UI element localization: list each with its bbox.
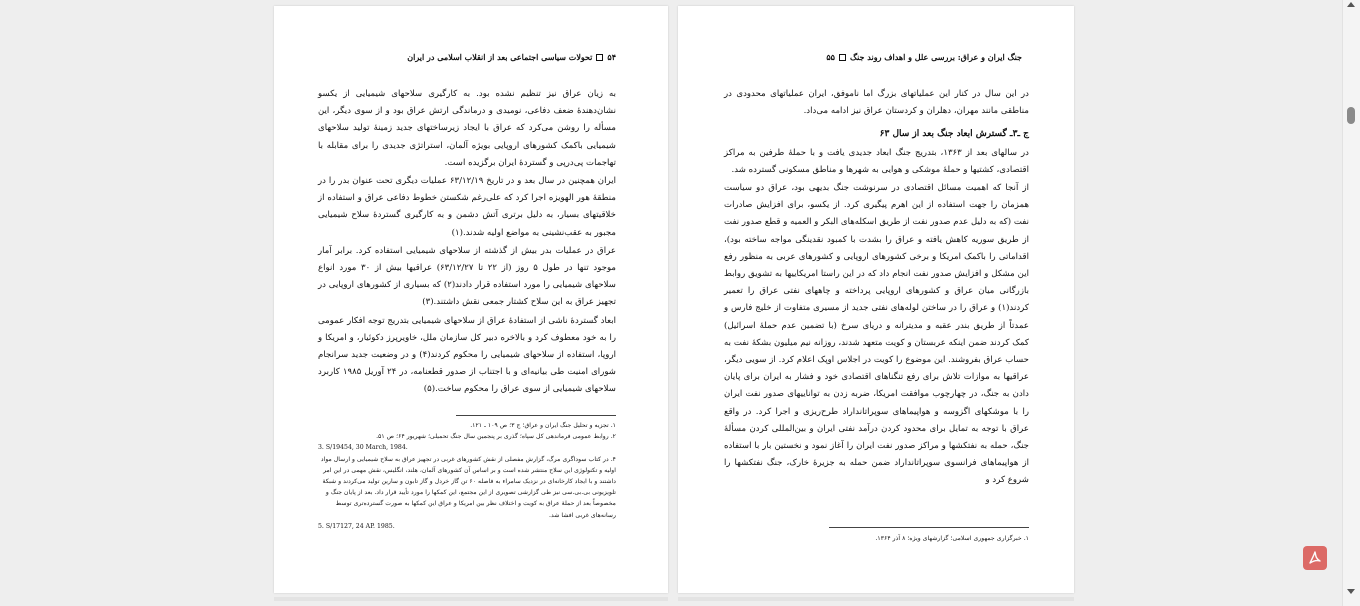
footnote: ۱. خبرگزاری جمهوری اسلامی؛ گزارشهای ویژه؛ ۸ آذر ۱۳۶۴. (875, 535, 1029, 542)
running-head (407, 52, 616, 62)
footnote: ۱. تجزیه و تحلیل جنگ ایران و عراق؛ ج ۳؛ ص ۱۰۹ ـ ۱۲۱. (470, 422, 616, 429)
footnotes (724, 533, 1029, 544)
paragraph: به زیان عراق نیز تنظیم نشده بود. به کارگیری سلاحهای شیمیایی از یکسو نشان‌دهندهٔ ضعف دفاعی، نومیدی و درماندگی ارتش عراق بود و از سوی دیگر، این مسأله را روشن می‌کرد که عراق با ایجاد زیرساختهای جدید زمینهٔ تولید سلاحهای شیمیایی باکمک کشورهای اروپایی بویژه آلمان، استراتژی جدیدی را برای مقابله با تهاجمات پی‌درپی و گستردهٔ ایران برگزیده است. (318, 89, 616, 168)
running-head (826, 52, 1022, 62)
page-box-icon (839, 54, 846, 61)
acrobat-pdf-button[interactable] (1303, 546, 1327, 570)
paragraph: از آنجا که اهمیت مسائل اقتصادی در سرنوشت جنگ بدیهی بود، عراق دو سیاست همزمان را جهت استفاده از این اهرم پیگیری کرد. از یکسو، برای افزایش صادرات نفت (که به دلیل عدم صدور نفت از طریق اسکله‌های البکر و العمیه و قطع صدور نفت از طریق سوریه کاهش یافته و عراق را بشدت با کمبود نقدینگی مواجه ساخته بود)، اقداماتی را باکمک امریکا و برخی کشورهای اروپایی و کشورهای عربی به منظور رفع این مشکل و افزایش صدور نفت انجام داد که در این راستا امریکاییها به تشویق روابط بازرگانی میان عراق و کشورهای اروپایی پرداخته و چاههای نفتی عراق را تعمیر کردند(۱) و عراق را در ساختن لوله‌های نفتی جدید از مسیری متفاوت از خلیج فارس و عمدتاً از طریق بندر عقبه و مدیترانه و دریای سرخ (با تضمین عدم حملهٔ اسرائیل) کمک کردند ضمن اینکه عربستان و کویت متعهد شدند، روزانه نیم میلیون بشکهٔ نفت به حساب عراق بفروشند. این موضوع را کویت در اجلاس اوپک اعلام کرد. از سویی دیگر، عراقیها به موازات تلاش برای رفع تنگناهای اقتصادی خود و فشار به ایران برای پایان دادن به جنگ، در چهارچوب موافقت امریکا، ضربه زدن به تواناییهای صدور نفت ایران را با موشکهای اگزوسه و هواپیماهای سوپراتانداراد طرح‌ریزی و اجرا کرد. در واقع عراق با توجه به تمایل برای محدود کردن درآمد نفتی ایران و بین‌المللی کردن مسألهٔ جنگ، حمله به نفتکشها و مراکز صدور نفت ایران را آغاز نمود و نخستین بار با استفاده از هواپیماهای فرانسوی سوپراتانداراد ضمن حمله به جزیرهٔ خارک، جنگ نفتکشها را شروع کرد و (724, 183, 1029, 486)
footnote: ۴. در کتاب سوداگری مرگ، گزارش مفصلی از نقش کشورهای غربی در تجهیز عراق به سلاح شیمیایی و ارسال مواد اولیه و تکنولوژی این سلاح منتشر شده است و بر اساس آن کشورهای آلمان، هلند، انگلیس، نقش مهمی در این امر داشتند و با ایجاد کارخانه‌ای در نزدیک سامراء به فاصله ۶۰ تن گاز خردل و گاز تابون و سارین تولید می‌کردند و شبکهٔ تلویزیونی بی.بی.سی نیز طی گزارشی تصویری از این مجتمع، این کمکها را مورد تأیید قرار داد. بعد از پایان جنگ و مخصوصاً بعد از حملهٔ عراق به کویت و اختلاف نظر بین امریکا و عراق این کمکها به صورت گسترده‌تری توسط رسانه‌های غربی افشا شد. (320, 455, 616, 519)
footnote: 3. S/19454, 30 March, 1984. (318, 444, 408, 452)
next-page-edge (678, 597, 1074, 601)
paragraph: ابعاد گستردهٔ ناشی از استفادهٔ عراق از سلاحهای شیمیایی بتدریج توجه افکار عمومی را به خود معطوف کرد و بالاخره دبیر کل سازمان ملل، خاویرپرز دکوئیار، و امریکا و اروپا، استفاده از سلاحهای شیمیایی را محکوم کردند(۴) و در وضعیت جدید سرانجام شورای امنیت طی بیانیه‌ای و با اجتناب از صدور قطعنامه، در ۲۴ آوریل ۱۹۸۵ کاربرد سلاحهای شیمیایی از سوی عراق را محکوم ساخت.(۵) (318, 315, 616, 395)
footnotes (318, 420, 616, 532)
scroll-down-arrow-icon[interactable] (1347, 589, 1355, 594)
footnote-divider (456, 415, 616, 416)
footnote-divider (829, 527, 1029, 528)
paragraph: در سالهای بعد از ۱۳۶۳، بتدریج جنگ ابعاد جدیدی یافت و با حملهٔ طرفین به مراکز اقتصادی، کشتیها و حملهٔ موشکی و هوایی به شهرها و مناطق مسکونی گسترده شد. (724, 147, 1029, 175)
page-55 (678, 6, 1074, 593)
section-heading: ج ـ۳ـ گسترش ابعاد جنگ بعد از سال ۶۳ (879, 129, 1029, 140)
page-box-icon (596, 54, 603, 61)
scroll-up-arrow-icon[interactable] (1347, 2, 1355, 7)
acrobat-pdf-icon (1307, 550, 1323, 566)
page-54 (274, 6, 668, 593)
paragraph: عراق در عملیات بدر بیش از گذشته از سلاحهای شیمیایی استفاده کرد. برابر آمار موجود تنها در طول ۵ روز (از ۲۲ تا ۶۳/۱۲/۲۷) عراقیها بیش از ۳۰ مورد انواع سلاحهای شیمیایی را مورد استفاده قرار دادند(۲) که بسیاری از کشورهای اروپایی در تجهیز عراق به این سلاح کشتار جمعی نقش داشتند.(۳) (318, 245, 616, 308)
page-body (318, 86, 616, 400)
page-number: ۵۵ (826, 52, 835, 62)
vertical-scrollbar[interactable] (1342, 0, 1360, 606)
paragraph: در این سال در کنار این عملیاتهای بزرگ اما ناموفق، ایران عملیاتهای محدودی در مناطقی مانند مهران، دهلران و کردستان عراق نیز ادامه می‌داد. (724, 89, 1029, 117)
page-body (724, 86, 1029, 491)
footnote: 5. S/17127, 24 AP. 1985. (318, 522, 395, 530)
running-head-title: تحولات سیاسی اجتماعی بعد از انقلاب اسلامی در ایران (407, 52, 593, 62)
running-head-title: جنگ ایران و عراق: بررسی علل و اهداف روند جنگ (849, 52, 1022, 62)
paragraph: ایران همچنین در سال بعد و در تاریخ ۶۳/۱۲/۱۹ عملیات دیگری تحت عنوان بدر را در منطقهٔ هور الهویزه اجرا کرد که علی‌رغم شکستن خطوط دفاعی عراق و استفاده از خلاقیتهای بسیار، به دلیل برتری آتش دشمن و به کارگیری گستردهٔ سلاح شیمیایی مجبور به عقب‌نشینی به مواضع اولیه شدند.(۱) (318, 176, 616, 238)
next-page-edge (274, 597, 668, 601)
scroll-thumb[interactable] (1347, 107, 1355, 124)
footnote: ۲. روابط عمومی فرماندهی کل سپاه؛ گذری بر پنجمین سال جنگ تحمیلی؛ شهریور ۶۴؛ ص ۵۱. (376, 433, 616, 441)
page-number: ۵۴ (607, 52, 616, 62)
